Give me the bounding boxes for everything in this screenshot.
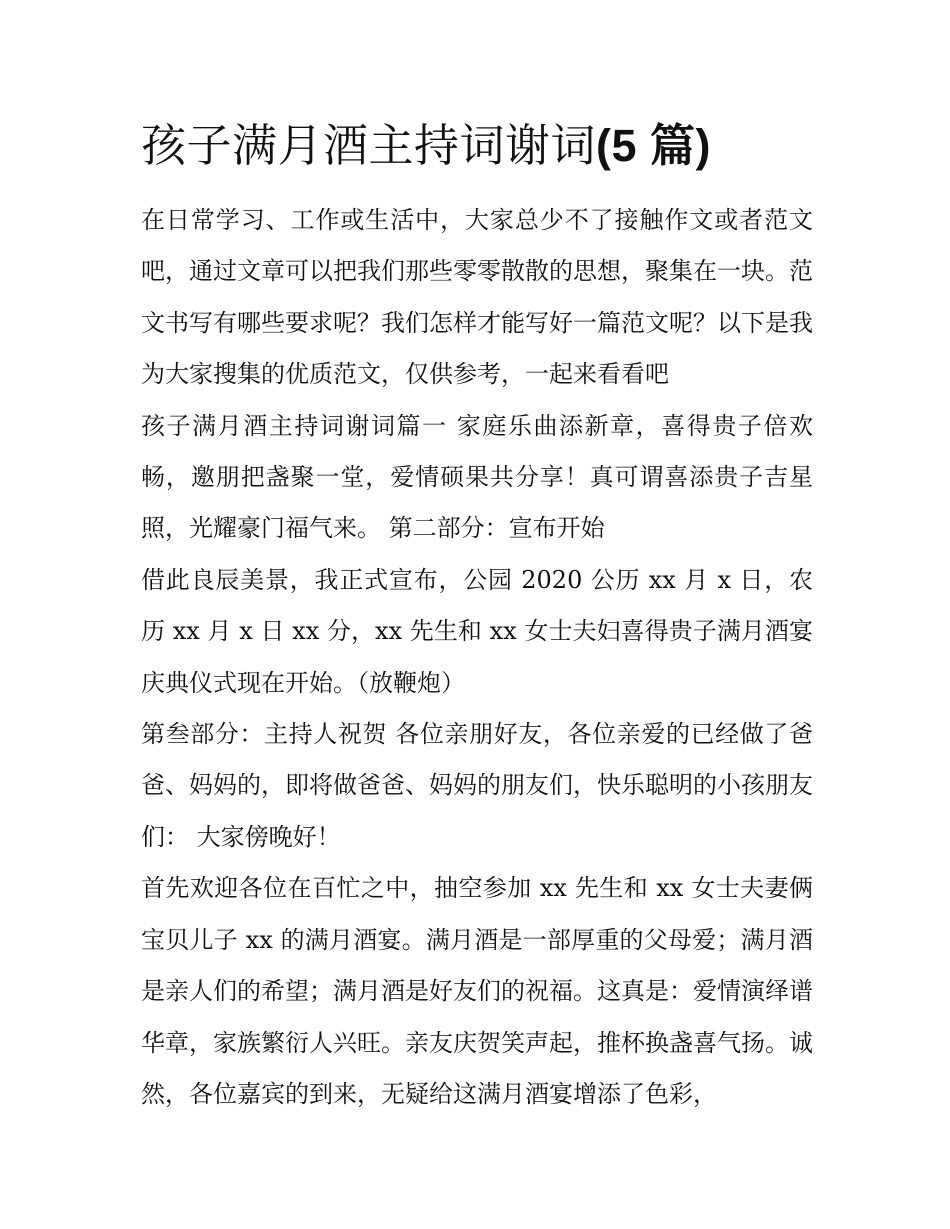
title-suffix: (5 篇)	[596, 120, 712, 171]
host-greeting-paragraph: 第叁部分：主持人祝贺 各位亲朋好友，各位亲爱的已经做了爸爸、妈妈的，即将做爸爸、妈妈的朋友们，快乐聪明的小孩朋友们： 大家傍晚好！	[141, 720, 813, 851]
document-body	[141, 195, 813, 1120]
speech-part-one-paragraph: 孩子满月酒主持词谢词篇一 家庭乐曲添新章，喜得贵子倍欢畅，邀朋把盏聚一堂，爱情硕果共分享！真可谓喜添贵子吉星照，光耀豪门福气来。 第二部分：宣布开始	[141, 411, 813, 543]
announcement-paragraph: 借此良辰美景，我正式宣布，公园 2020 公历 xx 月 x 日，农历 xx 月 x 日 xx 分，xx 先生和 xx 女士夫妇喜得贵子满月酒宴庆典仪式现在开始。（放鞭炮）	[141, 565, 813, 697]
document-title	[141, 108, 831, 184]
title-main: 孩子满月酒主持词谢词	[141, 119, 597, 172]
intro-paragraph: 在日常学习、工作或生活中，大家总少不了接触作文或者范文吧，通过文章可以把我们那些零零散散的思想，聚集在一块。范文书写有哪些要求呢？我们怎样才能写好一篇范文呢？以下是我为大家搜集的优质范文，仅供参考，一起来看看吧	[141, 206, 813, 389]
welcome-paragraph: 首先欢迎各位在百忙之中，抽空参加 xx 先生和 xx 女士夫妻俩宝贝儿子 xx 的满月酒宴。满月酒是一部厚重的父母爱；满月酒是亲人们的希望；满月酒是好友们的祝福。这真是：爱情演绎谱华章，家族繁衍人兴旺。亲友庆贺笑声起，推杯换盏喜气扬。诚然，各位嘉宾的到来，无疑给这满月酒宴增添了色彩，	[141, 874, 813, 1108]
